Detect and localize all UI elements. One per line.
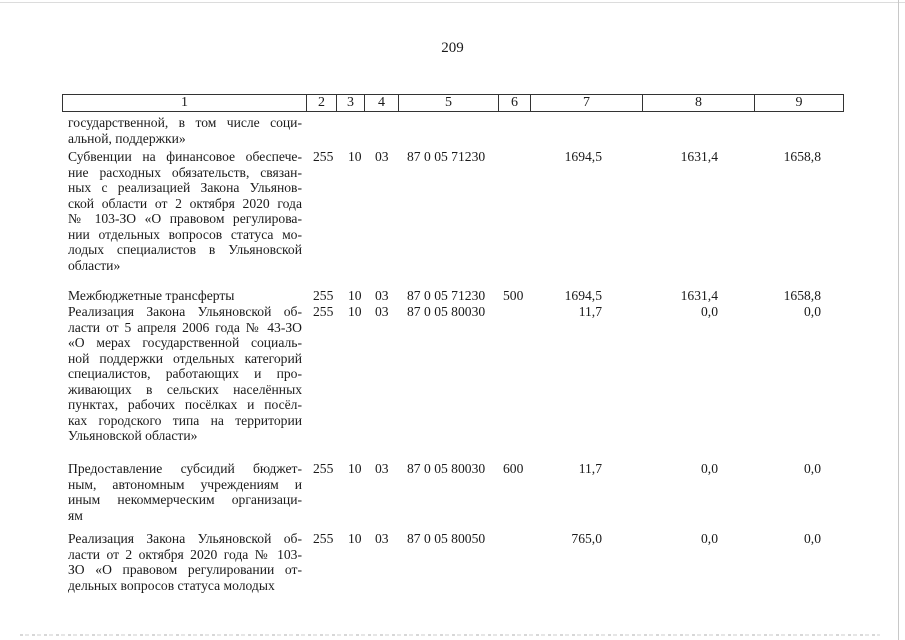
row-name-line: пунктах, рабочих посёлках и посёл- [68, 397, 302, 412]
row-3-col-7: 1694,5 [564, 288, 602, 303]
scan-noise [20, 634, 880, 636]
row-2-col-4: 03 [375, 149, 389, 164]
row-4-col-7: 11,7 [578, 304, 602, 319]
row-6-name [68, 531, 302, 593]
row-5-col-6: 600 [503, 461, 524, 476]
row-name-line: Реализация Закона Ульяновской об- [68, 304, 302, 319]
row-6-col-2: 255 [313, 531, 334, 546]
row-4-col-9: 0,0 [804, 304, 821, 319]
row-name-line: нии отдельных вопросов статуса мо- [68, 226, 302, 242]
row-4-name [68, 304, 302, 444]
row-name-line: ласти от 2 октября 2020 года № 103- [68, 546, 302, 562]
row-5-col-2: 255 [313, 461, 334, 476]
table-header-row [62, 94, 844, 112]
row-name-line: лодых специалистов в Ульяновской [68, 242, 302, 257]
row-2-col-3: 10 [348, 149, 362, 164]
row-name-line: Реализация Закона Ульяновской об- [68, 531, 302, 546]
row-name-line: дельных вопросов статуса молодых [68, 577, 275, 593]
row-4-col-8: 0,0 [701, 304, 718, 319]
row-name-line: ской области от 2 октября 2020 года [68, 195, 302, 211]
row-3-col-4: 03 [375, 288, 389, 303]
row-3-col-6: 500 [503, 288, 524, 303]
row-name-line: Ульяновской области» [68, 428, 198, 443]
row-name-line: ках городского типа на территории [68, 412, 302, 428]
row-4-col-4: 03 [375, 304, 389, 319]
row-5-col-9: 0,0 [804, 461, 821, 476]
row-name-line: Субвенции на финансовое обеспече- [68, 149, 302, 164]
row-name-line: государственной, в том числе соци- [68, 115, 302, 130]
row-2-col-2: 255 [313, 149, 334, 164]
row-name-line: ЗО «О правовом регулировании от- [68, 562, 302, 577]
header-col-5: 5 [399, 95, 499, 111]
row-5-name [68, 461, 302, 523]
row-name-line: области» [68, 257, 121, 273]
row-4-col-3: 10 [348, 304, 362, 319]
header-col-4: 4 [365, 95, 399, 111]
row-3-col-9: 1658,8 [783, 288, 821, 303]
row-6-col-7: 765,0 [571, 531, 602, 546]
row-name-line: ным, автономным учреждениям и [68, 476, 302, 492]
row-3-col-2: 255 [313, 288, 334, 303]
row-6-col-3: 10 [348, 531, 362, 546]
row-5-col-3: 10 [348, 461, 362, 476]
row-2-name [68, 149, 302, 273]
row-6-col-9: 0,0 [804, 531, 821, 546]
row-5-col-8: 0,0 [701, 461, 718, 476]
row-6-col-4: 03 [375, 531, 389, 546]
row-name-line: ние расходных обязательств, связан- [68, 164, 302, 180]
header-col-7: 7 [531, 95, 643, 111]
row-3-col-5: 87 0 05 71230 [407, 288, 486, 303]
row-name-line: специалистов, работающих и про- [68, 366, 302, 381]
page-edge-right [898, 0, 899, 640]
row-4-col-5: 87 0 05 80030 [407, 304, 486, 319]
row-name-line: Предоставление субсидий бюджет- [68, 461, 302, 476]
row-name-line: альной, поддержки» [68, 130, 186, 146]
row-6-col-5: 87 0 05 80050 [407, 531, 486, 546]
row-2-col-9: 1658,8 [783, 149, 821, 164]
page-number: 209 [441, 40, 464, 56]
row-1-name [68, 115, 302, 146]
header-col-8: 8 [643, 95, 755, 111]
row-2-col-5: 87 0 05 71230 [407, 149, 486, 164]
header-col-1: 1 [63, 95, 307, 111]
row-name-line: Межбюджетные трансферты [68, 288, 235, 303]
row-name-line: ласти от 5 апреля 2006 года № 43-ЗО [68, 319, 302, 335]
row-5-col-4: 03 [375, 461, 389, 476]
row-name-line: ной поддержки отдельных категорий [68, 350, 302, 366]
header-col-2: 2 [307, 95, 337, 111]
row-3-col-3: 10 [348, 288, 362, 303]
row-6-col-8: 0,0 [701, 531, 718, 546]
row-name-line: № 103-ЗО «О правовом регулирова- [68, 211, 302, 226]
row-name-line: ных с реализацией Закона Ульянов- [68, 180, 302, 195]
row-3-col-8: 1631,4 [680, 288, 718, 303]
row-5-col-7: 11,7 [578, 461, 602, 476]
header-col-9: 9 [795, 95, 803, 110]
row-name-line: иным некоммерческим организаци- [68, 492, 302, 507]
row-name-line: живающих в сельских населённых [68, 381, 302, 397]
header-col-3: 3 [337, 95, 365, 111]
row-3-name [68, 288, 302, 304]
row-4-col-2: 255 [313, 304, 334, 319]
row-name-line: ям [68, 507, 83, 523]
row-2-col-7: 1694,5 [564, 149, 602, 164]
header-col-6: 6 [499, 95, 531, 111]
row-name-line: «О мерах государственной социаль- [68, 335, 302, 350]
page-edge-top [0, 2, 905, 3]
row-2-col-8: 1631,4 [680, 149, 718, 164]
row-5-col-5: 87 0 05 80030 [407, 461, 486, 476]
